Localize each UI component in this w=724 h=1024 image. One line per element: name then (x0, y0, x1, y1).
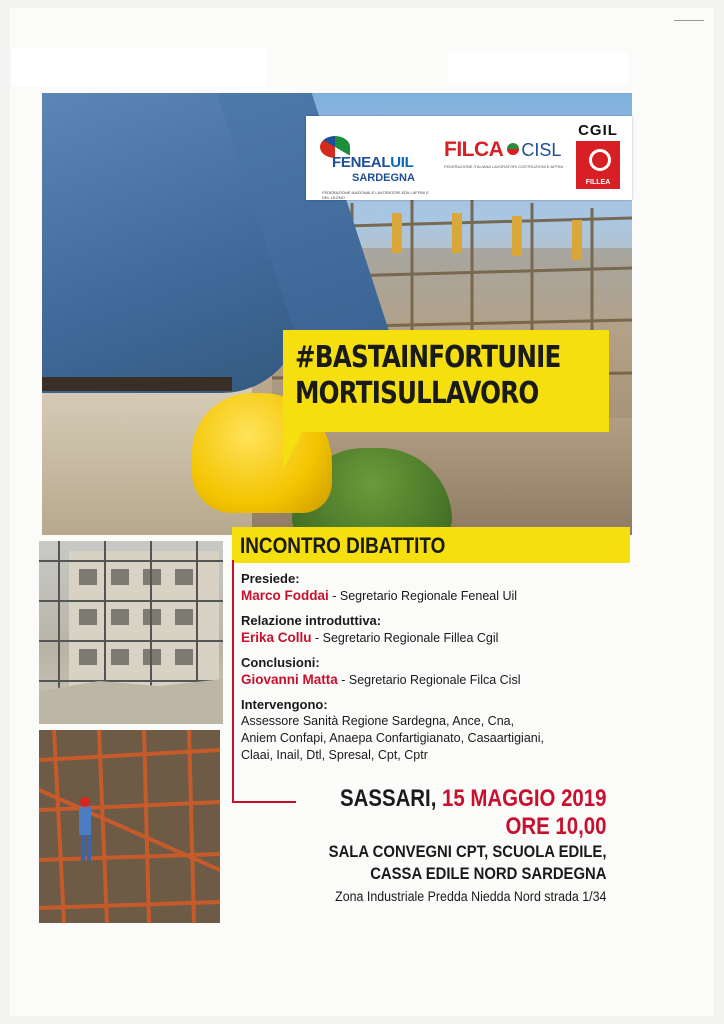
speaker-role: Conclusioni: (241, 655, 320, 670)
speaker-line (241, 629, 621, 647)
event-type: INCONTRO DIBATTITO (240, 533, 446, 558)
hashtag-bubble (283, 330, 609, 432)
speaker-title: - Segretario Regionale Fillea Cgil (311, 631, 499, 645)
program-details (241, 571, 621, 764)
scan-white-patch (448, 52, 628, 84)
interventions-line: Assessore Sanità Regione Sardegna, Ance, Cna, (241, 714, 515, 728)
filca-tagline: FEDERAZIONE ITALIANA LAVORATORI COSTRUZIONI E AFFINI (444, 164, 564, 169)
cgil-fillea-logo (574, 122, 622, 192)
speech-bubble-tail (283, 426, 305, 470)
interventions-block (241, 697, 621, 764)
feneal-tagline: FEDERAZIONE NAZIONALE LAVORATORI EDILI AFFINI E DEL LEGNO (322, 190, 429, 200)
speaker-name: Erika Collu (241, 630, 312, 645)
filca-cisl-logo (444, 138, 563, 169)
cisl-name: CISL (521, 140, 562, 160)
event-city: SASSARI, (339, 785, 436, 812)
speaker-name: Giovanni Matta (241, 672, 338, 687)
event-time: ORE 10,00 (505, 813, 606, 840)
event-city-date (340, 785, 606, 813)
red-divider (232, 560, 234, 803)
worker-scaffold-illustration (39, 730, 220, 923)
fillea-mark (576, 141, 620, 189)
speaker-name: Marco Foddai (241, 588, 329, 603)
event-venue-line-2: CASSA EDILE NORD SARDEGNA (369, 865, 606, 883)
cgil-name: CGIL (578, 122, 618, 139)
speaker-role: Presiede: (241, 571, 300, 586)
speaker-line (241, 671, 621, 689)
speaker-role: Relazione introduttiva: (241, 613, 382, 628)
union-logos (306, 116, 632, 200)
building-under-construction-photo (39, 541, 223, 724)
interventions-line: Claai, Inail, Dtl, Spresal, Cpt, Cptr (241, 748, 428, 762)
speaker-title: - Segretario Regionale Feneal Uil (328, 589, 518, 603)
event-details (293, 785, 606, 904)
event-address: Zona Industriale Predda Niedda Nord strada 1/34 (334, 889, 606, 904)
speaker-block (241, 613, 621, 647)
hashtag-line-1: #BASTAINFORTUNIE (295, 340, 561, 375)
event-venue-line-1: SALA CONVEGNI CPT, SCUOLA EDILE, (328, 843, 606, 861)
event-date: 15 MAGGIO 2019 (441, 785, 606, 812)
speaker-block (241, 571, 621, 605)
feneal-region: SARDEGNA (352, 172, 415, 184)
feneal-uil-logo (314, 128, 432, 200)
fillea-symbol-icon (589, 149, 611, 171)
campaign-hashtag (295, 340, 561, 412)
speaker-line (241, 587, 621, 605)
building-scaffold-illustration (39, 541, 223, 724)
feneal-name: FENEALUIL (332, 154, 414, 171)
interventions-role: Intervengono: (241, 697, 328, 712)
worker-on-scaffold-photo (39, 730, 220, 923)
event-type-banner (232, 527, 630, 563)
scan-corner-mark (674, 10, 704, 21)
interventions-line: Aniem Confapi, Anaepa Confartigianato, Casaartigiani, (241, 731, 544, 745)
speaker-title: - Segretario Regionale Filca Cisl (337, 673, 521, 687)
red-divider-base (232, 801, 296, 803)
hashtag-line-2: MORTISULLAVORO (295, 376, 539, 411)
speaker-block (241, 655, 621, 689)
fillea-name: FILLEA (585, 179, 611, 186)
filca-name: FILCA (444, 138, 504, 161)
cisl-dot-icon (507, 143, 519, 155)
scan-white-patch (12, 48, 267, 86)
worker-belt (42, 377, 232, 391)
